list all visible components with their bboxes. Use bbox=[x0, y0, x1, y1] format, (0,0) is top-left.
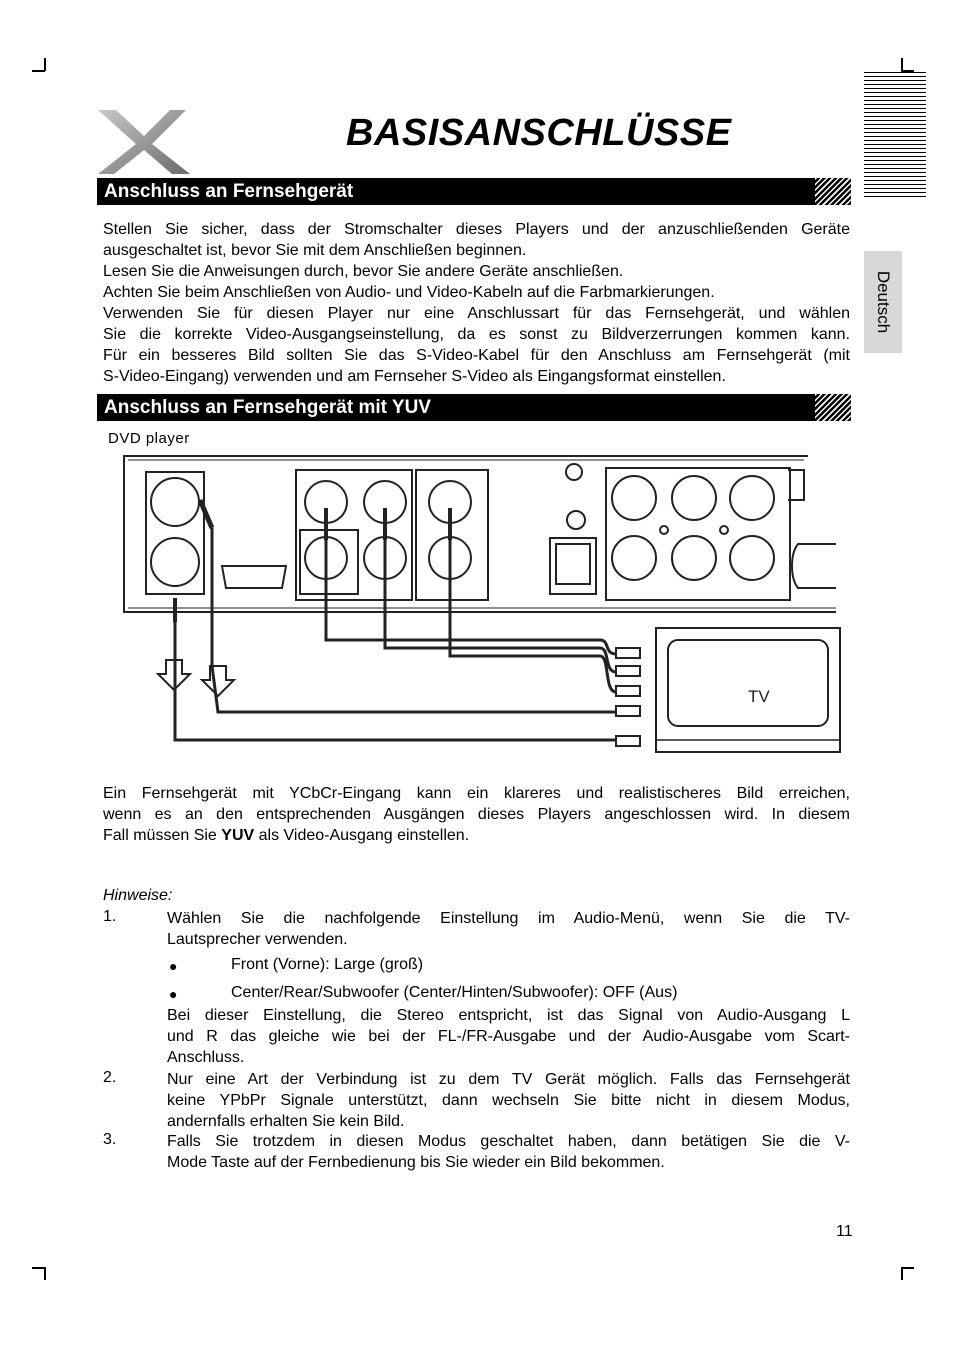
text-line: Lautsprecher verwenden. bbox=[167, 931, 348, 948]
text-line: ausgeschaltet ist, bevor Sie mit dem Anschließen beginnen. bbox=[103, 242, 527, 259]
crop-mark-bl bbox=[44, 1267, 46, 1280]
yuv-paragraph bbox=[103, 783, 850, 846]
bullet-icon: ● bbox=[169, 986, 178, 1002]
text-line: Verwenden Sie für diesen Player nur eine Anschlussart für das Fernsehgerät, und wählen bbox=[103, 305, 850, 322]
language-tab bbox=[864, 251, 902, 353]
note-number: 3. bbox=[103, 1131, 117, 1148]
crop-mark-br bbox=[901, 1267, 903, 1280]
note-number: 2. bbox=[103, 1069, 117, 1086]
diagram-label: DVD player bbox=[108, 430, 190, 447]
connection-diagram bbox=[100, 448, 845, 760]
crop-mark-bl bbox=[32, 1267, 45, 1269]
text-line: Mode Taste auf der Fernbedienung bis Sie wieder ein Bild bekommen. bbox=[167, 1154, 665, 1171]
text-line: S-Video-Eingang) verwenden und am Fernseher S-Video als Eingangsformat einstellen. bbox=[103, 368, 726, 385]
text-line bbox=[103, 825, 850, 846]
note-1-continued bbox=[167, 1005, 850, 1068]
notes-heading: Hinweise: bbox=[103, 887, 173, 904]
text-line: Wählen Sie die nachfolgende Einstellung im Audio-Menü, wenn Sie die TV- bbox=[167, 910, 850, 927]
text-line: Lesen Sie die Anweisungen durch, bevor Sie andere Geräte anschließen. bbox=[103, 263, 624, 280]
bullet-text: Front (Vorne): Large (groß) bbox=[231, 956, 424, 973]
yuv-emphasis: YUV bbox=[221, 827, 255, 844]
brand-logo-icon bbox=[94, 106, 194, 178]
text-line: Ein Fernsehgerät mit YCbCr-Eingang kann ein klareres und realistischeres Bild erreichen, bbox=[103, 785, 850, 802]
text-line: Achten Sie beim Anschließen von Audio- und Video-Kabeln auf die Farbmarkierungen. bbox=[103, 284, 715, 301]
bullet-icon: ● bbox=[169, 958, 178, 974]
note-number: 1. bbox=[103, 908, 117, 925]
section-heading: Anschluss an Fernsehgerät bbox=[104, 181, 354, 202]
section-heading: Anschluss an Fernsehgerät mit YUV bbox=[104, 397, 431, 418]
text-line: Anschluss. bbox=[167, 1049, 245, 1066]
text-line: Falls Sie trotzdem in diesen Modus geschaltet haben, dann betätigen Sie die V- bbox=[167, 1133, 850, 1150]
crop-mark-tl bbox=[32, 70, 45, 72]
text-line: Nur eine Art der Verbindung ist zu dem TV Gerät möglich. Falls das Fernsehgerät bbox=[167, 1071, 850, 1088]
crop-mark-br bbox=[901, 1267, 914, 1269]
text-run: als Video-Ausgang einstellen. bbox=[254, 827, 470, 844]
bullet-text: Center/Rear/Subwoofer (Center/Hinten/Subwoofer): OFF (Aus) bbox=[231, 984, 678, 1001]
note-2 bbox=[167, 1069, 850, 1132]
text-line: Sie die korrekte Video-Ausgangseinstellung, da es sonst zu Bildverzerrungen kommen kann. bbox=[103, 326, 850, 343]
decorative-stripes bbox=[864, 72, 926, 198]
tv-label: TV bbox=[748, 687, 770, 706]
text-line: wenn es an den entsprechenden Ausgängen dieses Players angeschlossen wird. In diesem bbox=[103, 806, 850, 823]
section-heading-bar bbox=[97, 178, 851, 205]
text-line: andernfalls erhalten Sie kein Bild. bbox=[167, 1113, 405, 1130]
text-line: und R das gleiche wie bei der FL-/FR-Ausgabe und der Audio-Ausgabe vom Scart- bbox=[167, 1028, 850, 1045]
page-number: 11 bbox=[836, 1223, 853, 1240]
text-line: Für ein besseres Bild sollten Sie das S-Video-Kabel für den Anschluss am Fernsehgerät (mit bbox=[103, 347, 850, 364]
section-heading-bar bbox=[97, 394, 851, 421]
text-line: Bei dieser Einstellung, die Stereo entspricht, ist das Signal von Audio-Ausgang L bbox=[167, 1007, 850, 1024]
note-1 bbox=[167, 908, 850, 950]
text-line: Stellen Sie sicher, dass der Stromschalter dieses Players und der anzuschließenden Geräte bbox=[103, 221, 850, 238]
hatch-decoration bbox=[815, 178, 851, 205]
language-tab-label: Deutsch bbox=[874, 270, 893, 334]
page-title: BASISANSCHLÜSSE bbox=[346, 112, 732, 154]
text-run: Fall müssen Sie bbox=[103, 827, 222, 844]
text-line: keine YPbPr Signale unterstützt, dann wechseln Sie bitte nicht in diesem Modus, bbox=[167, 1092, 850, 1109]
note-3 bbox=[167, 1131, 850, 1173]
intro-paragraph bbox=[103, 219, 850, 387]
hatch-decoration bbox=[815, 394, 851, 421]
